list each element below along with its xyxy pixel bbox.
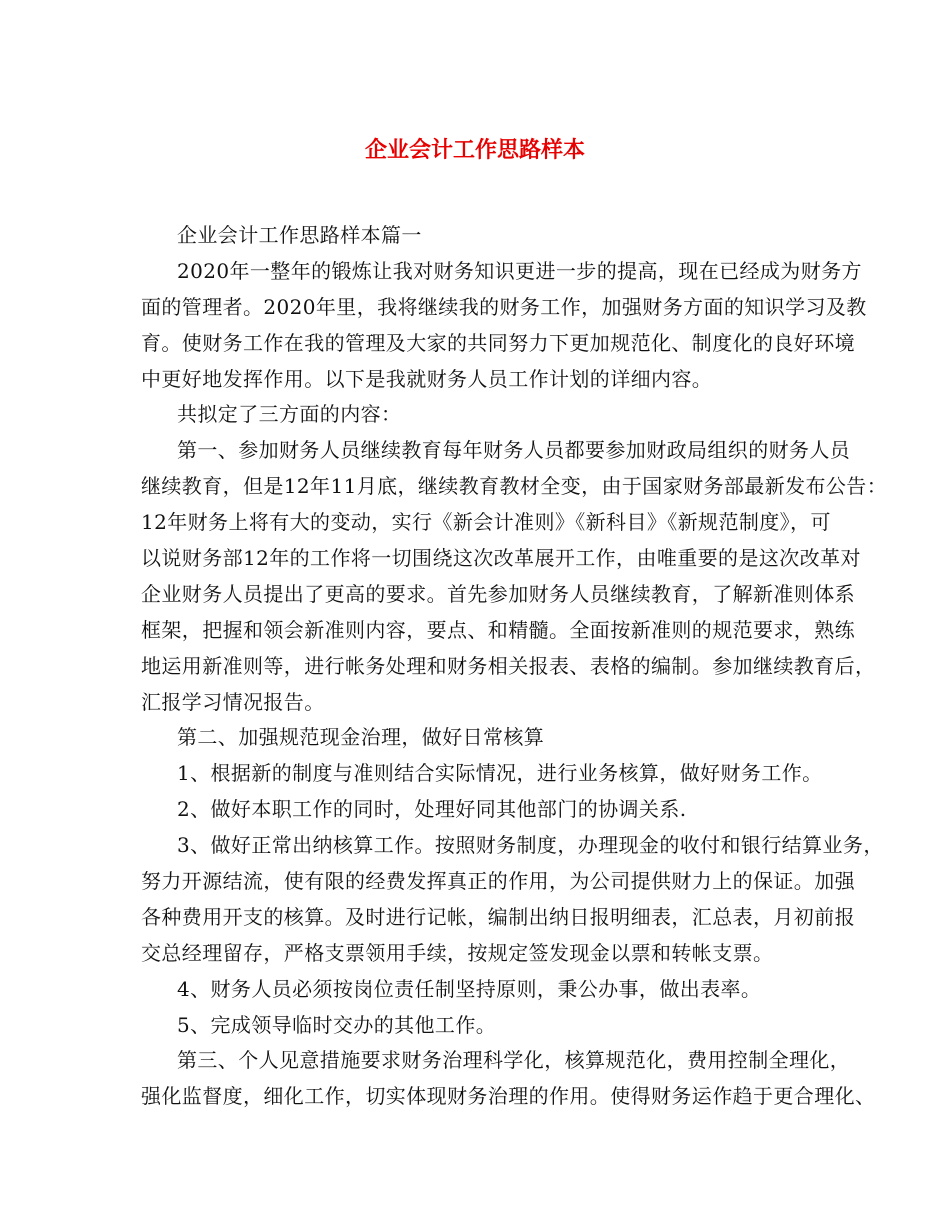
paragraph-line: 第三、个人见意措施要求财务治理科学化，核算规范化，费用控制全理化，: [177, 1048, 851, 1073]
paragraph-line: 2020年一整年的锻炼让我对财务知识更进一步的提高，现在已经成为财务方: [177, 258, 862, 283]
paragraph-line: 4、财务人员必须按岗位责任制坚持原则，秉公办事，做出表率。: [177, 976, 762, 1001]
paragraph-line: 努力开源结流，使有限的经费发挥真正的作用，为公司提供财力上的保证。加强: [141, 869, 855, 894]
paragraph-line: 企业财务人员提出了更高的要求。首先参加财务人员继续教育，了解新准则体系: [141, 581, 855, 606]
paragraph-line: 交总经理留存，严格支票领用手续，按规定签发现金以票和转帐支票。: [141, 940, 774, 965]
paragraph-line: 1、根据新的制度与准则结合实际情况，进行业务核算，做好财务工作。: [177, 761, 823, 786]
paragraph-line: 汇报学习情况报告。: [141, 689, 325, 714]
paragraph-line: 共拟定了三方面的内容：: [177, 402, 402, 427]
paragraph-line: 2、做好本职工作的同时，处理好同其他部门的协调关系.: [177, 797, 687, 822]
paragraph-line: 继续教育，但是12年11月底，继续教育教材全变，由于国家财务部最新发布公告：: [141, 474, 888, 499]
paragraph-line: 中更好地发挥作用。以下是我就财务人员工作计划的详细内容。: [141, 366, 713, 391]
paragraph-line: 以说财务部12年的工作将一切围绕这次改革展开工作，由唯重要的是这次改革对: [141, 546, 861, 571]
paragraph-line: 框架，把握和领会新准则内容，要点、和精髓。全面按新准则的规范要求，熟练: [141, 617, 855, 642]
paragraph-line: 5、完成领导临时交办的其他工作。: [177, 1012, 497, 1037]
paragraph-line: 3、做好正常出纳核算工作。按照财务制度，办理现金的收付和银行结算业务，: [177, 833, 884, 858]
document-title: 企业会计工作思路样本: [364, 137, 585, 163]
paragraph-line: 育。使财务工作在我的管理及大家的共同努力下更加规范化、制度化的良好环境: [141, 330, 855, 355]
paragraph-line: 企业会计工作思路样本篇一: [177, 223, 422, 247]
paragraph-line: 第二、加强规范现金治理，做好日常核算: [177, 725, 545, 750]
paragraph-line: 12年财务上将有大的变动，实行《新会计准则》《新科目》《新规范制度》，可: [141, 510, 831, 535]
paragraph-line: 第一、参加财务人员继续教育每年财务人员都要参加财政局组织的财务人员: [177, 438, 851, 463]
paragraph-line: 强化监督度，细化工作，切实体现财务治理的作用。使得财务运作趋于更合理化、: [141, 1084, 876, 1109]
paragraph-line: 各种费用开支的核算。及时进行记帐，编制出纳日报明细表，汇总表，月初前报: [141, 904, 855, 929]
paragraph-line: 面的管理者。2020年里，我将继续我的财务工作，加强财务方面的知识学习及教: [141, 294, 867, 319]
document-body: [141, 218, 888, 1115]
paragraph-line: 地运用新准则等，进行帐务处理和财务相关报表、表格的编制。参加继续教育后，: [141, 653, 876, 678]
